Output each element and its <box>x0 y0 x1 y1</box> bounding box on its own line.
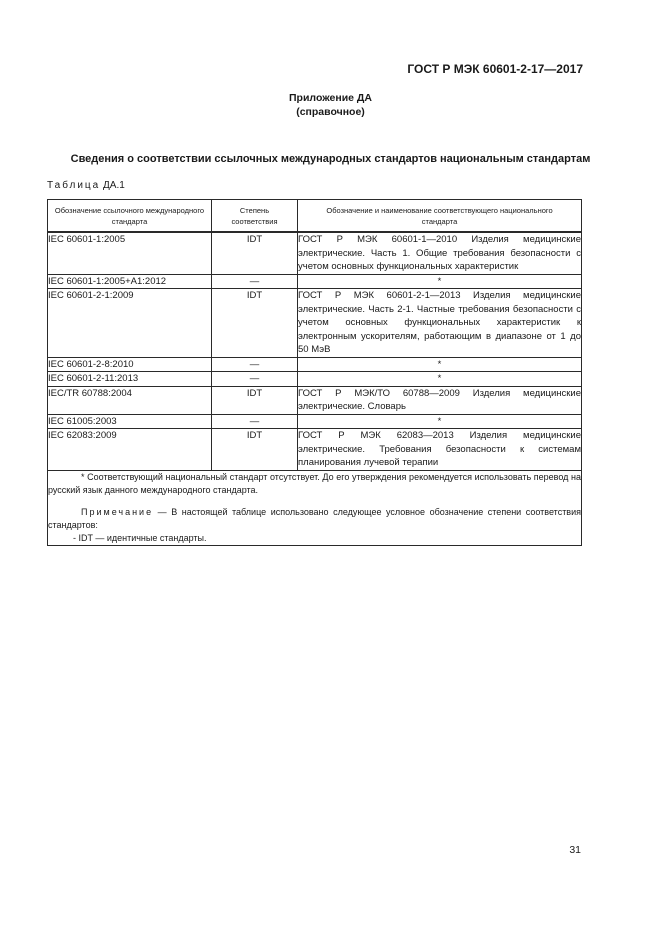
cell-national: * <box>298 372 582 387</box>
cell-reference: IEC 62083:2009 <box>48 429 212 471</box>
cell-reference: IEC 60601-2-8:2010 <box>48 357 212 372</box>
table-notes <box>48 470 582 545</box>
table-row <box>48 414 582 429</box>
note-text: — В настоящей таблице использовано следующее условное обозначение степени соответствия стандартов: <box>48 506 581 530</box>
cell-reference: IEC 60601-1:2005 <box>48 232 212 274</box>
cell-degree: — <box>212 274 298 289</box>
cell-national: ГОСТ Р МЭК/ТО 60788—2009 Изделия медицинские электрические. Словарь <box>298 387 581 412</box>
table-header-row <box>48 200 582 233</box>
table-label <box>47 180 125 191</box>
cell-reference: IEC/TR 60788:2004 <box>48 386 212 414</box>
table-notes-row <box>48 470 582 545</box>
note-item: - IDT — идентичные стандарты. <box>73 532 207 543</box>
table-footnote: * Соответствующий национальный стандарт отсутствует. До его утверждения рекомендуется использовать перевод на русский язык данного международного стандарта. <box>48 471 581 495</box>
table-row <box>48 429 582 471</box>
cell-degree: IDT <box>212 429 298 471</box>
annex-title: Приложение ДА <box>289 92 372 104</box>
table-row <box>48 274 582 289</box>
page-number: 31 <box>569 844 581 856</box>
note-label: Примечание <box>81 506 154 517</box>
correspondence-table <box>47 199 582 546</box>
cell-national: ГОСТ Р МЭК 60601-1—2010 Изделия медицинские электрические. Часть 1. Общие требования безопасности с учетом основных функциональных характеристик <box>298 234 581 272</box>
cell-national: * <box>298 414 582 429</box>
table-row <box>48 232 582 274</box>
table-note <box>48 506 581 532</box>
cell-degree: IDT <box>212 232 298 274</box>
document-designation: ГОСТ Р МЭК 60601-2-17—2017 <box>407 62 583 76</box>
section-title: Сведения о соответствии ссылочных международных стандартов национальным стандартам <box>70 153 591 165</box>
header-national-standard: Обозначение и наименование соответствующего национального стандарта <box>298 200 582 233</box>
cell-reference: IEC 61005:2003 <box>48 414 212 429</box>
table-label-number: ДА.1 <box>103 180 125 191</box>
cell-degree: IDT <box>212 386 298 414</box>
annex-subtitle: (справочное) <box>296 106 365 118</box>
table-row <box>48 289 582 358</box>
cell-reference: IEC 60601-1:2005+A1:2012 <box>48 274 212 289</box>
table-row <box>48 357 582 372</box>
cell-reference: IEC 60601-2-11:2013 <box>48 372 212 387</box>
header-degree: Степень соответствия <box>212 200 298 233</box>
table-label-word: Таблица <box>47 180 101 191</box>
header-reference-standard: Обозначение ссылочного международного стандарта <box>48 200 212 233</box>
table-row <box>48 372 582 387</box>
cell-degree: — <box>212 414 298 429</box>
cell-national: ГОСТ Р МЭК 60601-2-1—2013 Изделия медицинские электрические. Часть 2-1. Частные требования безопасности с учетом основных функциональных характеристик к электронным ускорителям, работающим в диапазоне от 1 до 50 МэВ <box>298 290 581 355</box>
cell-degree: — <box>212 357 298 372</box>
cell-national: ГОСТ Р МЭК 62083—2013 Изделия медицинские электрические. Требования безопасности к системам планирования лучевой терапии <box>298 430 581 468</box>
cell-national: * <box>298 274 582 289</box>
cell-reference: IEC 60601-2-1:2009 <box>48 289 212 358</box>
cell-degree: — <box>212 372 298 387</box>
cell-degree: IDT <box>212 289 298 358</box>
cell-national: * <box>298 357 582 372</box>
table-row <box>48 386 582 414</box>
